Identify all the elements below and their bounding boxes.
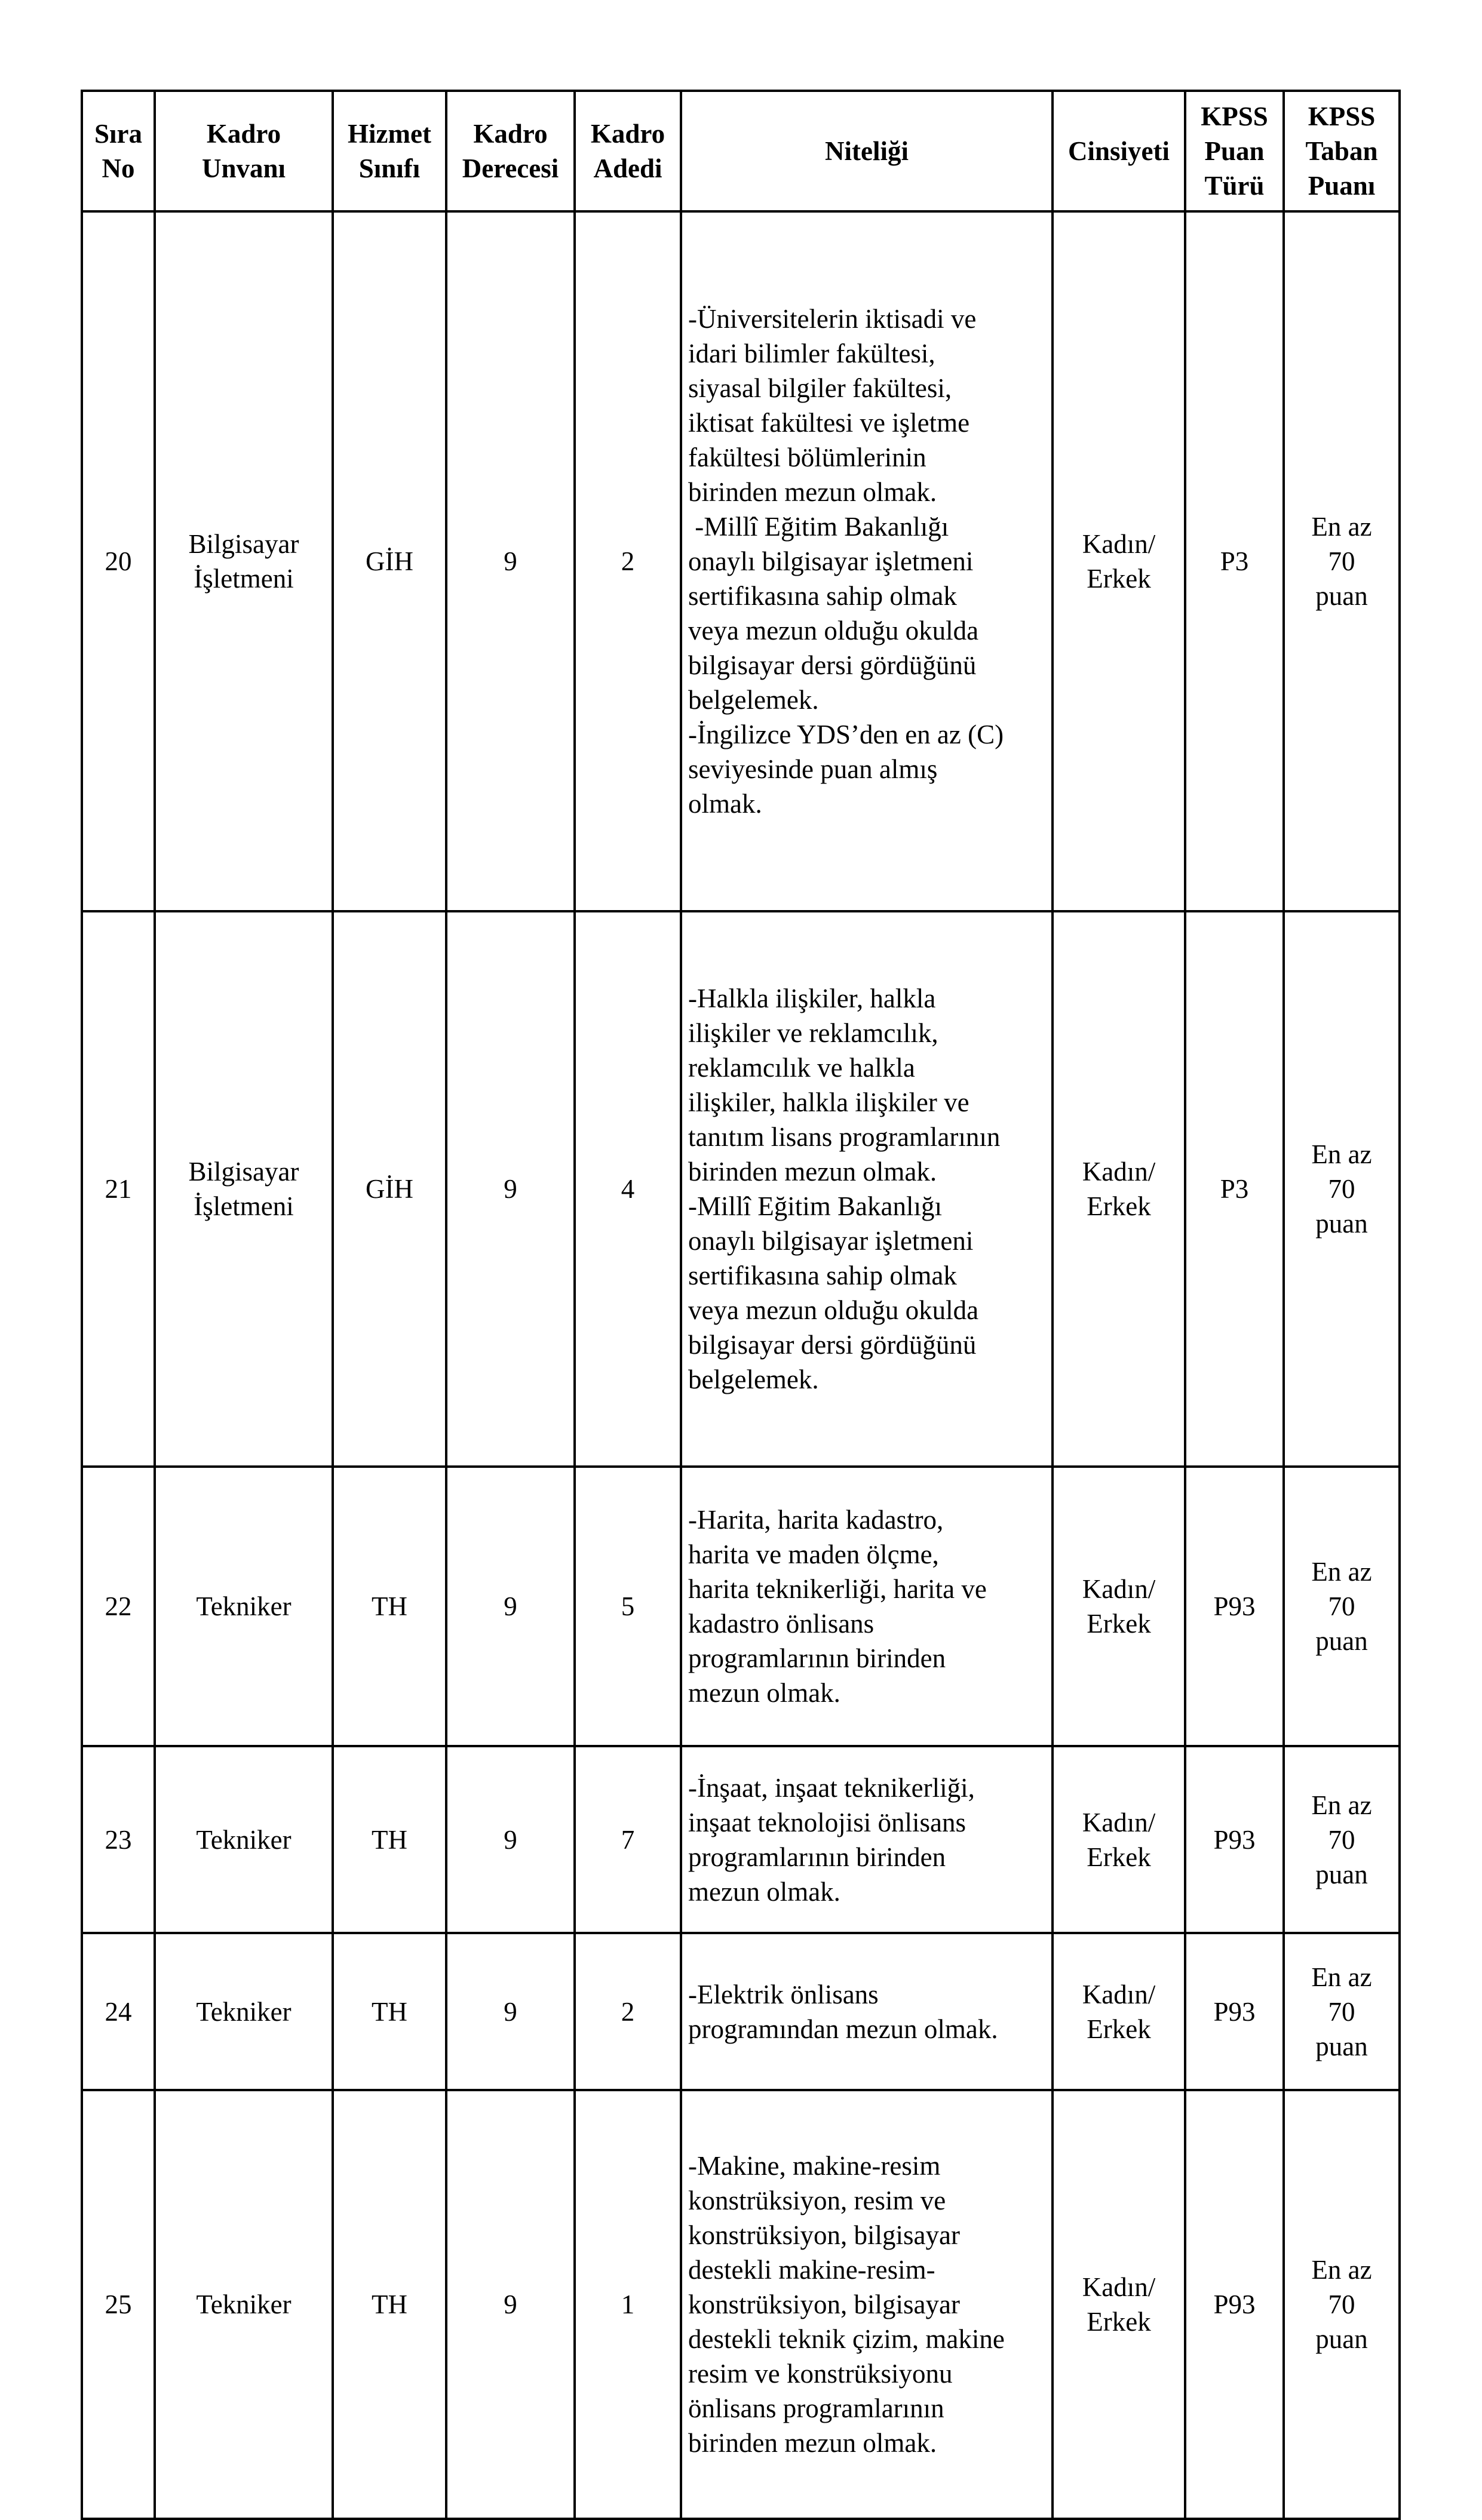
- header-line: Sıra: [94, 119, 142, 149]
- cell-kpss-taban-puani-line: 70: [1328, 1824, 1355, 1855]
- cell-kadro-unvani: [155, 211, 333, 911]
- cell-niteligi-line: sertifikasına sahip olmak: [688, 1261, 957, 1290]
- cell-niteligi-line: destekli makine-resim-: [688, 2255, 935, 2285]
- cell-kadro-derecesi: 9: [446, 211, 575, 911]
- cell-kpss-taban-puani: [1284, 1467, 1400, 1746]
- cell-cinsiyeti: [1053, 1467, 1185, 1746]
- cell-kpss-taban-puani-line: 70: [1328, 1996, 1355, 2027]
- cell-kpss-taban-puani-line: puan: [1315, 1626, 1368, 1656]
- header-sira-no: [82, 91, 155, 211]
- header-kadro-unvani: [155, 91, 333, 211]
- cell-niteligi-line: -Halkla ilişkiler, halkla: [688, 984, 936, 1013]
- cell-niteligi: [681, 1933, 1053, 2090]
- cell-kadro-unvani: [155, 2090, 333, 2519]
- cell-kadro-adedi: 7: [575, 1746, 681, 1933]
- cell-niteligi-line: bilgisayar dersi gördüğünü: [688, 1330, 977, 1360]
- cell-niteligi-line: idari bilimler fakültesi,: [688, 339, 935, 368]
- header-line: Sınıfı: [358, 153, 421, 183]
- cell-sira-no: 21: [82, 911, 155, 1467]
- cell-niteligi-line: olmak.: [688, 789, 762, 819]
- header-line: Kadro: [473, 119, 548, 149]
- cell-niteligi-line: sertifikasına sahip olmak: [688, 581, 957, 611]
- header-kpss-taban-puani: [1284, 91, 1400, 211]
- cell-niteligi-line: konstrüksiyon, resim ve: [688, 2186, 946, 2215]
- cell-kpss-taban-puani: [1284, 2090, 1400, 2519]
- cell-kadro-unvani-line: Tekniker: [196, 1591, 292, 1621]
- cell-cinsiyeti-line: Erkek: [1087, 2014, 1151, 2044]
- cell-kadro-adedi: 2: [575, 1933, 681, 2090]
- cell-niteligi-line: konstrüksiyon, bilgisayar: [688, 2220, 960, 2250]
- cell-cinsiyeti-line: Erkek: [1087, 1609, 1151, 1639]
- cell-niteligi-line: birinden mezun olmak.: [688, 2428, 937, 2458]
- header-kadro-derecesi: [446, 91, 575, 211]
- cell-kadro-unvani: [155, 1746, 333, 1933]
- cell-kpss-taban-puani-line: 70: [1328, 1591, 1355, 1621]
- cell-niteligi-line: iktisat fakültesi ve işletme: [688, 408, 970, 438]
- header-line: Unvanı: [201, 153, 286, 183]
- table-row: [82, 911, 1400, 1467]
- cell-kadro-derecesi: 9: [446, 1933, 575, 2090]
- cell-sira-no: 20: [82, 211, 155, 911]
- cell-kpss-taban-puani: [1284, 911, 1400, 1467]
- header-line: KPSS: [1308, 102, 1376, 131]
- cell-niteligi-line: kadastro önlisans: [688, 1609, 875, 1639]
- cell-kpss-puan-turu: P3: [1185, 911, 1284, 1467]
- header-line: Adedi: [593, 153, 662, 183]
- cell-kadro-unvani-line: Bilgisayar: [188, 1157, 299, 1187]
- cell-cinsiyeti-line: Kadın/: [1082, 1574, 1156, 1604]
- cell-cinsiyeti-line: Kadın/: [1082, 1157, 1156, 1187]
- header-line: No: [102, 153, 135, 183]
- header-line: KPSS: [1201, 102, 1268, 131]
- cell-kadro-unvani-line: Tekniker: [196, 2289, 292, 2319]
- cell-sira-no: 22: [82, 1467, 155, 1746]
- cell-kpss-puan-turu: P93: [1185, 1933, 1284, 2090]
- cell-niteligi-line: -Harita, harita kadastro,: [688, 1505, 944, 1535]
- cell-niteligi-line: harita ve maden ölçme,: [688, 1539, 939, 1569]
- table-header: [82, 91, 1400, 211]
- cell-niteligi-line: -Millî Eğitim Bakanlığı: [688, 512, 949, 542]
- cell-kpss-taban-puani: [1284, 211, 1400, 911]
- cell-cinsiyeti-line: Erkek: [1087, 564, 1151, 594]
- cell-kadro-unvani-line: Bilgisayar: [188, 529, 299, 559]
- cell-sira-no: 23: [82, 1746, 155, 1933]
- cell-kadro-derecesi: 9: [446, 1467, 575, 1746]
- cell-niteligi-line: -Millî Eğitim Bakanlığı: [688, 1191, 942, 1221]
- cell-kpss-taban-puani-line: puan: [1315, 2324, 1368, 2354]
- cell-niteligi-line: tanıtım lisans programlarının: [688, 1122, 1001, 1152]
- table-row: [82, 2090, 1400, 2519]
- cell-cinsiyeti: [1053, 1933, 1185, 2090]
- cell-kpss-taban-puani-line: En az: [1311, 1139, 1372, 1169]
- cell-kadro-unvani-line: Tekniker: [196, 1824, 292, 1855]
- cell-niteligi: [681, 2090, 1053, 2519]
- cell-kpss-taban-puani-line: 70: [1328, 2289, 1355, 2319]
- cell-niteligi-line: resim ve konstrüksiyonu: [688, 2359, 953, 2389]
- cell-kpss-taban-puani-line: puan: [1315, 581, 1368, 611]
- cell-niteligi-line: konstrüksiyon, bilgisayar: [688, 2289, 960, 2319]
- cell-niteligi-line: programından mezun olmak.: [688, 2014, 998, 2044]
- header-line: Taban: [1305, 136, 1378, 166]
- cell-cinsiyeti-line: Kadın/: [1082, 1979, 1156, 2009]
- cell-niteligi-line: birinden mezun olmak.: [688, 1157, 937, 1187]
- cell-kpss-puan-turu: P93: [1185, 1746, 1284, 1933]
- cell-kpss-taban-puani-line: puan: [1315, 2031, 1368, 2061]
- cell-hizmet-sinifi: TH: [333, 1746, 446, 1933]
- cell-kadro-unvani: [155, 911, 333, 1467]
- cell-cinsiyeti: [1053, 911, 1185, 1467]
- table-row: [82, 1746, 1400, 1933]
- cell-niteligi-line: siyasal bilgiler fakültesi,: [688, 373, 952, 403]
- cell-niteligi: [681, 1467, 1053, 1746]
- cell-cinsiyeti-line: Erkek: [1087, 1842, 1151, 1872]
- table-body: [82, 211, 1400, 2519]
- cell-niteligi-line: fakültesi bölümlerinin: [688, 442, 926, 472]
- cell-kpss-taban-puani: [1284, 1746, 1400, 1933]
- cell-cinsiyeti-line: Kadın/: [1082, 1807, 1156, 1837]
- cell-kpss-taban-puani-line: puan: [1315, 1209, 1368, 1239]
- cell-niteligi-line: onaylı bilgisayar işletmeni: [688, 546, 974, 576]
- header-kpss-puan-turu: [1185, 91, 1284, 211]
- cell-niteligi: [681, 211, 1053, 911]
- header-line: Puanı: [1308, 171, 1376, 201]
- cell-kadro-adedi: 2: [575, 211, 681, 911]
- cell-kpss-puan-turu: P93: [1185, 2090, 1284, 2519]
- cell-kadro-adedi: 4: [575, 911, 681, 1467]
- header-line: Niteliği: [825, 136, 909, 166]
- cell-kadro-derecesi: 9: [446, 2090, 575, 2519]
- cell-hizmet-sinifi: GİH: [333, 911, 446, 1467]
- cell-kadro-unvani: [155, 1467, 333, 1746]
- cell-niteligi-line: programlarının birinden: [688, 1643, 946, 1673]
- cell-kadro-unvani-line: İşletmeni: [194, 564, 294, 594]
- header-niteligi: [681, 91, 1053, 211]
- cell-sira-no: 24: [82, 1933, 155, 2090]
- header-line: Kadro: [206, 119, 281, 149]
- cell-kpss-taban-puani-line: 70: [1328, 1174, 1355, 1204]
- cell-hizmet-sinifi: GİH: [333, 211, 446, 911]
- cell-hizmet-sinifi: TH: [333, 1467, 446, 1746]
- cell-kadro-unvani-line: Tekniker: [196, 1996, 292, 2027]
- cell-niteligi-line: -Üniversitelerin iktisadi ve: [688, 304, 977, 334]
- cell-kadro-derecesi: 9: [446, 911, 575, 1467]
- cell-niteligi: [681, 911, 1053, 1467]
- header-line: Derecesi: [462, 153, 559, 183]
- cell-niteligi-line: önlisans programlarının: [688, 2393, 944, 2423]
- cell-kpss-taban-puani-line: En az: [1311, 1962, 1372, 1992]
- cell-cinsiyeti: [1053, 1746, 1185, 1933]
- cell-niteligi-line: onaylı bilgisayar işletmeni: [688, 1226, 974, 1256]
- cell-cinsiyeti-line: Erkek: [1087, 2307, 1151, 2337]
- header-line: Puan: [1204, 136, 1265, 166]
- table-row: [82, 1467, 1400, 1746]
- header-line: Kadro: [590, 119, 665, 149]
- header-hizmet-sinifi: [333, 91, 446, 211]
- header-line: Cinsiyeti: [1067, 136, 1170, 166]
- cell-niteligi-line: seviyesinde puan almış: [688, 754, 938, 784]
- cell-cinsiyeti: [1053, 2090, 1185, 2519]
- cell-niteligi-line: veya mezun olduğu okulda: [688, 616, 979, 646]
- cell-niteligi-line: ilişkiler ve reklamcılık,: [688, 1018, 938, 1048]
- cell-sira-no: 25: [82, 2090, 155, 2519]
- cell-kpss-taban-puani-line: puan: [1315, 1859, 1368, 1889]
- cell-kadro-derecesi: 9: [446, 1746, 575, 1933]
- cell-kadro-adedi: 5: [575, 1467, 681, 1746]
- cell-kadro-adedi: 1: [575, 2090, 681, 2519]
- cell-niteligi-line: -Makine, makine-resim: [688, 2151, 941, 2181]
- cell-niteligi-line: mezun olmak.: [688, 1876, 840, 1907]
- header-cinsiyeti: [1053, 91, 1185, 211]
- header-kadro-adedi: [575, 91, 681, 211]
- cell-niteligi: [681, 1746, 1053, 1933]
- cell-niteligi-line: reklamcılık ve halkla: [688, 1053, 915, 1083]
- cell-niteligi-line: -İnşaat, inşaat teknikerliği,: [688, 1772, 975, 1803]
- cell-niteligi-line: harita teknikerliği, harita ve: [688, 1574, 987, 1604]
- cell-kpss-taban-puani-line: En az: [1311, 512, 1372, 542]
- cell-kpss-puan-turu: P3: [1185, 211, 1284, 911]
- cell-niteligi-line: -İngilizce YDS’den en az (C): [688, 720, 1004, 749]
- cell-niteligi-line: bilgisayar dersi gördüğünü: [688, 650, 977, 680]
- cell-niteligi-line: belgelemek.: [688, 685, 819, 715]
- cell-niteligi-line: inşaat teknolojisi önlisans: [688, 1807, 966, 1837]
- cell-cinsiyeti: [1053, 211, 1185, 911]
- cell-cinsiyeti-line: Kadın/: [1082, 529, 1156, 559]
- cell-kpss-puan-turu: P93: [1185, 1467, 1284, 1746]
- kadro-table: [81, 90, 1401, 2520]
- cell-cinsiyeti-line: Kadın/: [1082, 2272, 1156, 2302]
- header-line: Hizmet: [348, 119, 431, 149]
- cell-niteligi-line: destekli teknik çizim, makine: [688, 2324, 1005, 2354]
- table-row: [82, 211, 1400, 911]
- cell-niteligi-line: programlarının birinden: [688, 1842, 946, 1872]
- cell-kadro-unvani-line: İşletmeni: [194, 1191, 294, 1221]
- cell-niteligi-line: mezun olmak.: [688, 1678, 840, 1708]
- cell-niteligi-line: ilişkiler, halkla ilişkiler ve: [688, 1087, 969, 1117]
- cell-kpss-taban-puani-line: En az: [1311, 2255, 1372, 2285]
- cell-hizmet-sinifi: TH: [333, 1933, 446, 2090]
- cell-cinsiyeti-line: Erkek: [1087, 1191, 1151, 1221]
- cell-hizmet-sinifi: TH: [333, 2090, 446, 2519]
- header-line: Türü: [1204, 171, 1265, 201]
- table-row: [82, 1933, 1400, 2090]
- header-row: [82, 91, 1400, 211]
- cell-niteligi-line: -Elektrik önlisans: [688, 1979, 879, 2009]
- cell-kpss-taban-puani-line: En az: [1311, 1790, 1372, 1820]
- cell-kadro-unvani: [155, 1933, 333, 2090]
- cell-kpss-taban-puani: [1284, 1933, 1400, 2090]
- cell-niteligi-line: veya mezun olduğu okulda: [688, 1295, 979, 1325]
- cell-niteligi-line: birinden mezun olmak.: [688, 477, 937, 507]
- cell-kpss-taban-puani-line: 70: [1328, 546, 1355, 576]
- cell-kpss-taban-puani-line: En az: [1311, 1557, 1372, 1587]
- cell-niteligi-line: belgelemek.: [688, 1365, 819, 1394]
